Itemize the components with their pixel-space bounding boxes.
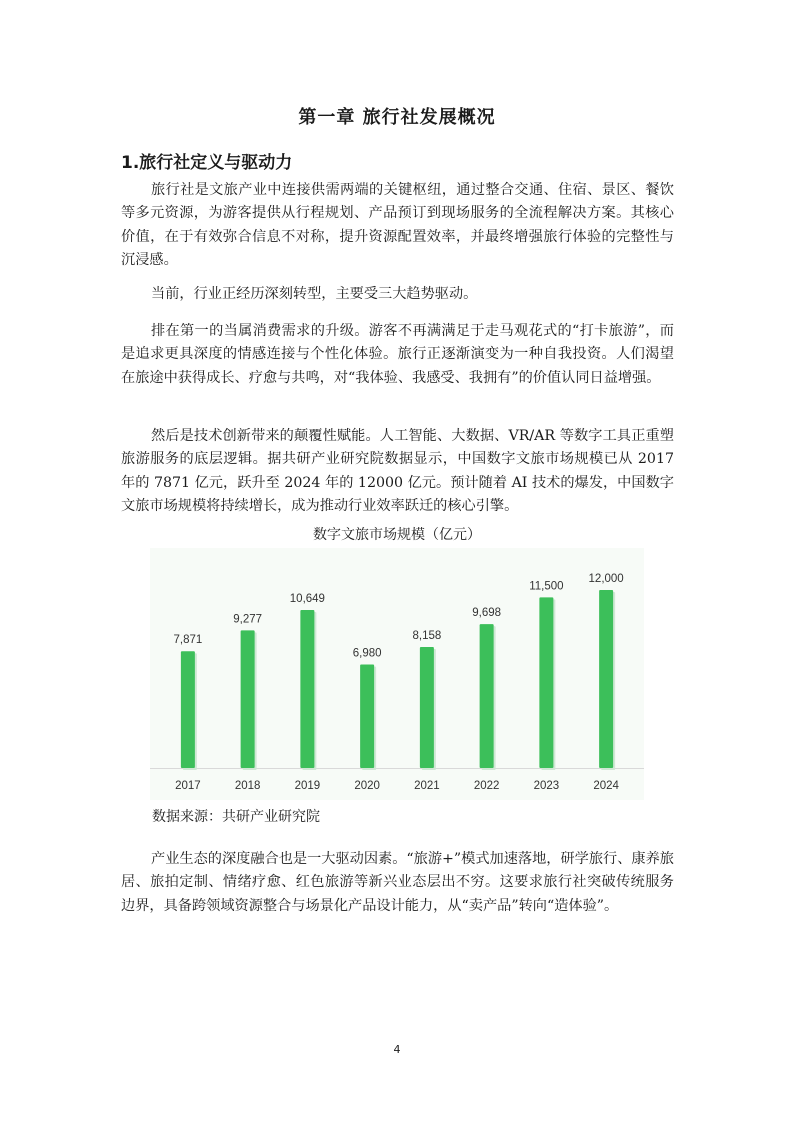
- paragraph-definition: 旅行社是文旅产业中连接供需两端的关键枢纽，通过整合交通、住宿、景区、餐饮等多元资源，为游客提供从行程规划、产品预订到现场服务的全流程解决方案。其核心价值，在于有效弥合信息不对称，提升资源配置效率，并最终增强旅行体验的完整性与沉浸感。: [121, 182, 674, 269]
- bar-value-label: 9,698: [472, 607, 502, 620]
- bar-value-label: 11,500: [529, 580, 564, 593]
- paragraph-trends-intro: 当前，行业正经历深刻转型，主要受三大趋势驱动。: [151, 286, 478, 302]
- chart-background: [150, 548, 644, 800]
- x-tick-label: 2023: [533, 780, 560, 792]
- bar: [480, 624, 494, 768]
- bar: [181, 651, 195, 768]
- chapter-title: 第一章 旅行社发展概况: [298, 107, 496, 128]
- bar-value-label: 9,277: [233, 613, 263, 626]
- bar-chart-svg: [150, 548, 644, 800]
- paragraph-tech-innovation: 然后是技术创新带来的颠覆性赋能。人工智能、大数据、VR/AR 等数字工具正重塑旅游服务的底层逻辑。据共研产业研究院数据显示，中国数字文旅市场规模已从 2017 年的 7871 亿元，跃升至 2024 年的 12000 亿元。预计随着 AI 技术的爆发，中国数字文旅市场规模将持续增长，成为推动行业效率跃迁的核心引擎。: [121, 428, 674, 515]
- section-heading: 1.旅行社定义与驱动力: [121, 153, 293, 173]
- source-note: 数据来源：共研产业研究院: [152, 809, 320, 825]
- bar: [599, 590, 613, 768]
- bar-value-label: 6,980: [352, 647, 382, 660]
- x-tick-label: 2017: [175, 780, 201, 792]
- bar: [241, 630, 255, 768]
- bar: [420, 647, 434, 768]
- x-tick-label: 2019: [294, 780, 321, 792]
- x-tick-label: 2020: [354, 780, 380, 792]
- page-number: 4: [393, 1043, 401, 1056]
- paragraph-consumer-upgrade: 排在第一的当属消费需求的升级。游客不再满满足于走马观花式的“打卡旅游”，而是追求更具深度的情感连接与个性化体验。旅行正逐渐演变为一种自我投资。人们渴望在旅途中获得成长、疗愈与共鸣，对“我体验、我感受、我拥有”的价值认同日益增强。: [121, 323, 674, 386]
- bar-value-label: 10,649: [289, 593, 325, 606]
- paragraph-industry-fusion: 产业生态的深度融合也是一大驱动因素。“旅游+”模式加速落地，研学旅行、康养旅居、旅拍定制、情绪疗愈、红色旅游等新兴业态层出不穷。这要求旅行社突破传统服务边界，具备跨领域资源整合与场景化产品设计能力，从“卖产品”转向“造体验”。: [121, 851, 674, 914]
- chart-title: 数字文旅市场规模（亿元）: [313, 527, 481, 543]
- bar-chart: [150, 548, 644, 800]
- x-tick-label: 2021: [414, 780, 440, 792]
- x-tick-label: 2022: [473, 780, 500, 792]
- bar: [360, 664, 374, 768]
- bar: [300, 610, 314, 768]
- bar-value-label: 8,158: [412, 629, 442, 642]
- bar-value-label: 7,871: [173, 634, 203, 647]
- x-tick-label: 2024: [593, 780, 619, 792]
- x-tick-label: 2018: [234, 780, 261, 792]
- bar: [539, 597, 553, 768]
- bar-value-label: 12,000: [588, 573, 624, 585]
